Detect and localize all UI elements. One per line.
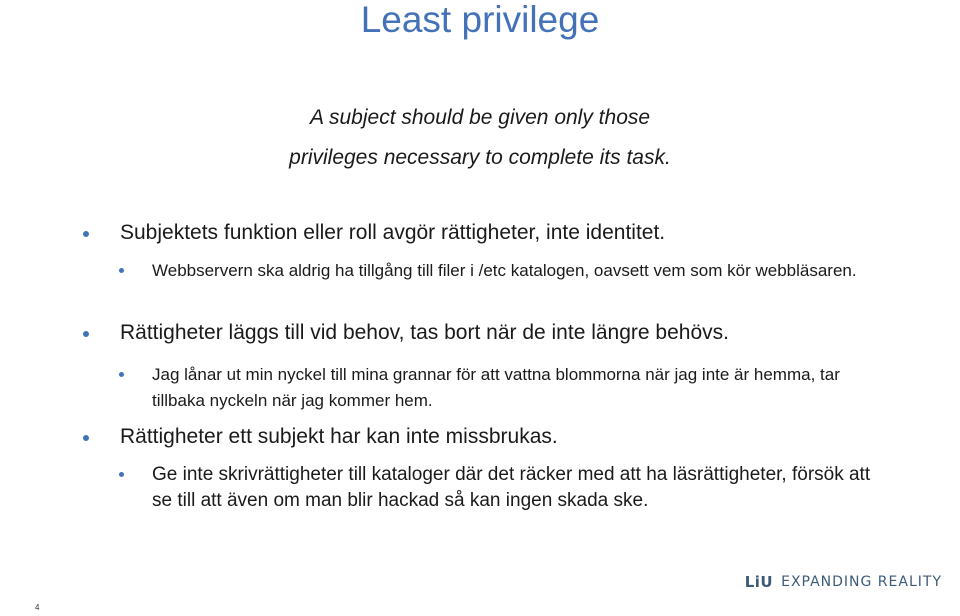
- liu-logo-mark: LiU: [744, 573, 774, 591]
- slide-number: 4: [35, 603, 40, 612]
- bullet-icon: [83, 331, 89, 337]
- bullet-icon: [119, 372, 124, 377]
- sub-bullet-item: [152, 362, 892, 414]
- quote-line: privileges necessary to complete its task.: [289, 146, 671, 169]
- liu-logo: [745, 572, 942, 592]
- sub-bullet-item: [152, 462, 892, 514]
- bullet-text: Ge inte skrivrättigheter till kataloger där det räcker med att ha läsrättigheter, försök att se till att även om man blir hackad så kan ingen skada ske.: [152, 464, 871, 511]
- bullet-icon: [119, 472, 124, 477]
- bullet-text: Subjektets funktion eller roll avgör rättigheter, inte identitet.: [120, 221, 666, 244]
- quote-line: A subject should be given only those: [309, 106, 651, 129]
- slide-title: Least privilege: [360, 0, 600, 40]
- logo-tagline: EXPANDING REALITY: [781, 574, 942, 590]
- bullet-text: Jag lånar ut min nyckel till mina grannar för att vattna blommorna när jag inte är hemma, tar tillbaka nyckeln när jag kommer hem.: [152, 365, 840, 410]
- bullet-text: Webbservern ska aldrig ha tillgång till filer i /etc katalogen, oavsett vem som kör webbläsaren.: [152, 261, 857, 280]
- bullet-icon: [83, 435, 89, 441]
- bullet-icon: [119, 268, 124, 273]
- bullet-item: [120, 320, 920, 346]
- bullet-item: [120, 220, 920, 246]
- sub-bullet-item: [152, 258, 892, 284]
- bullet-item: [120, 424, 920, 450]
- bullet-text: Rättigheter läggs till vid behov, tas bort när de inte längre behövs.: [120, 321, 729, 344]
- bullet-text: Rättigheter ett subjekt har kan inte missbrukas.: [120, 425, 558, 448]
- bullet-icon: [83, 231, 89, 237]
